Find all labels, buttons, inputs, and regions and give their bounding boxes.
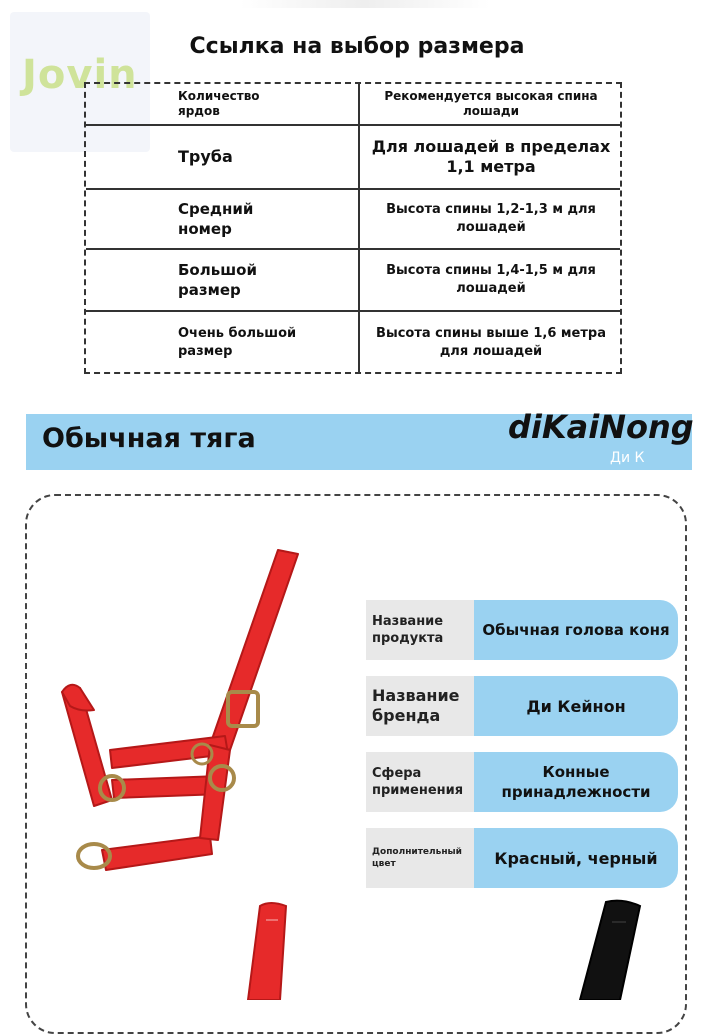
table-row-recommendation: Для лошадей в пределах 1,1 метра xyxy=(371,137,611,176)
product-info-label: Название продукта xyxy=(366,600,478,660)
watermark-logo: Jovin xyxy=(22,52,138,98)
product-info-value: Красный, черный xyxy=(474,828,678,888)
product-info-label: Дополнительный цвет xyxy=(366,828,478,888)
section-banner-title: Обычная тяга xyxy=(42,423,256,454)
product-info-row xyxy=(366,752,678,812)
table-row-size: Большой размер xyxy=(178,261,257,299)
faint-top-strip xyxy=(240,0,490,8)
product-info-value: Конные принадлежности xyxy=(474,752,678,812)
brand-logo: diKaiNong xyxy=(508,408,694,446)
size-table xyxy=(84,82,622,374)
product-info-value: Ди Кейнон xyxy=(474,676,678,736)
size-table-title: Ссылка на выбор размера xyxy=(189,34,525,59)
table-row-recommendation: Высота спины выше 1,6 метра для лошадей xyxy=(376,326,606,359)
table-row-size: Средний номер xyxy=(178,200,254,238)
product-info-label: Сфера применения xyxy=(366,752,478,812)
table-row-recommendation: Высота спины 1,2-1,3 м для лошадей xyxy=(386,202,596,235)
table-row-size: Труба xyxy=(178,147,233,166)
product-info-value: Обычная голова коня xyxy=(474,600,678,660)
table-row-size: Очень большой размер xyxy=(178,326,297,359)
table-header-size: Количество ярдов xyxy=(178,89,260,118)
brand-logo-subtitle: Ди К xyxy=(610,450,645,466)
product-info-label: Название бренда xyxy=(366,676,478,736)
black-halter-partial-image xyxy=(560,898,650,1000)
table-row-recommendation: Высота спины 1,4-1,5 м для лошадей xyxy=(386,263,596,296)
table-header-recommendation: Рекомендуется высокая спина лошади xyxy=(384,89,598,118)
red-halter-image xyxy=(50,540,350,890)
red-halter-partial-image xyxy=(230,900,310,1000)
product-info-row xyxy=(366,676,678,736)
product-info-row xyxy=(366,828,678,888)
product-info-row xyxy=(366,600,678,660)
